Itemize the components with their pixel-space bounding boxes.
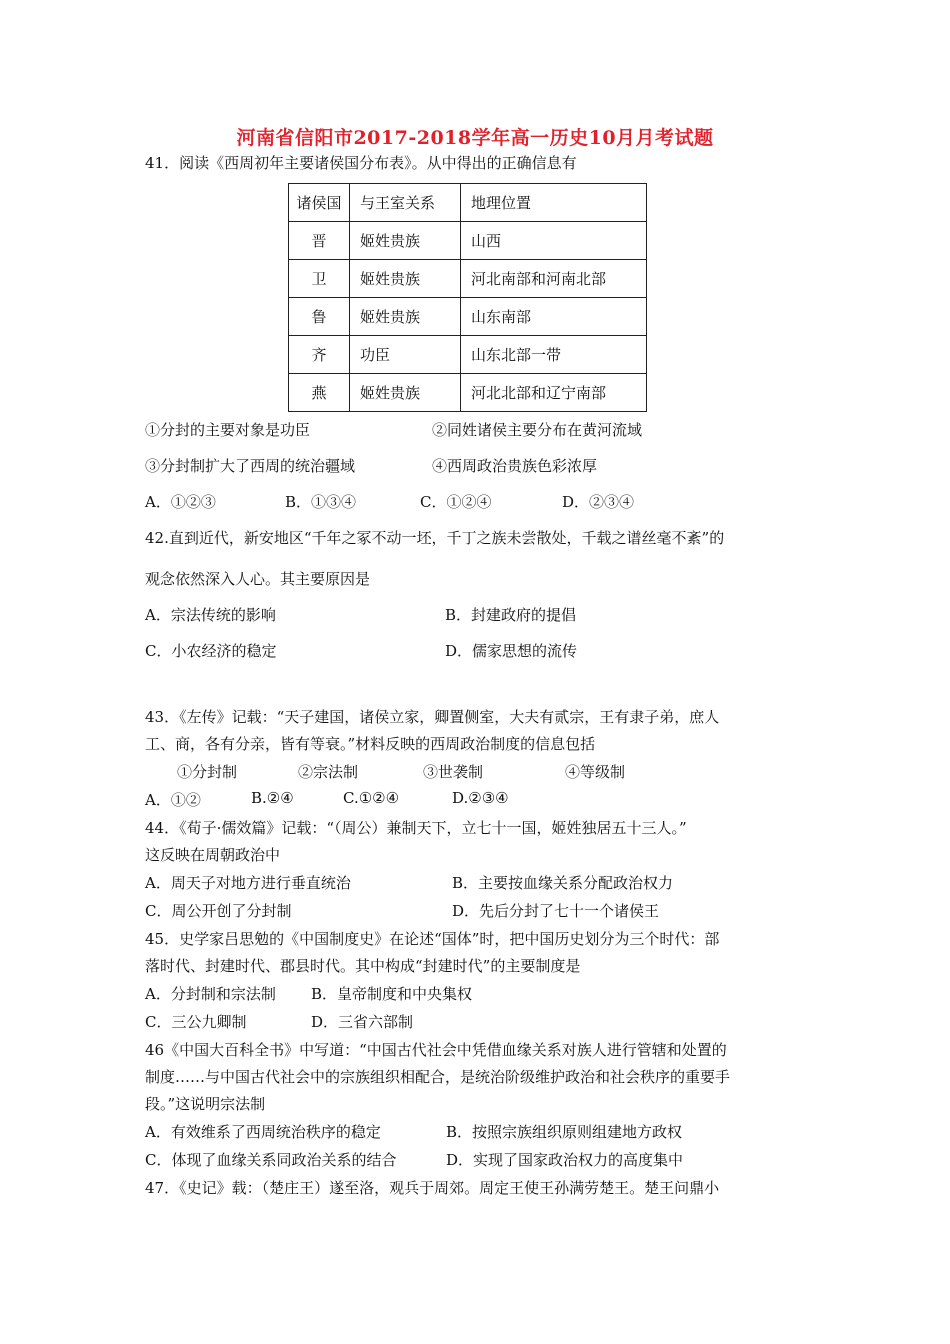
q44-stem-line-1: 44．《荀子·儒效篇》记载：“（周公）兼制天下，立七十一国，姬姓独居五十三人。”: [145, 819, 687, 837]
table-cell: 齐: [289, 336, 350, 374]
q41-statement-1: ①分封的主要对象是功臣: [145, 421, 311, 439]
q42-option-b: B．封建政府的提倡: [445, 606, 577, 624]
q46-option-b: B．按照宗族组织原则组建地方政权: [446, 1123, 683, 1141]
q42-stem-line-1: 42.直到近代，新安地区“千年之冢不动一坯，千丁之族未尝散处，千载之谱丝毫不紊”的: [145, 529, 725, 547]
q46-stem-line-3: 段。”这说明宗法制: [145, 1095, 266, 1113]
q41-stem: 41．阅读《西周初年主要诸侯国分布表》。从中得出的正确信息有: [145, 154, 577, 172]
q41-option-c: C．①②④: [420, 493, 492, 511]
q41-statement-3: ③分封制扩大了西周的统治疆域: [145, 457, 356, 475]
q43-option-a: A．①②: [145, 791, 201, 809]
table-cell: 燕: [289, 374, 350, 412]
q41-statement-4: ④西周政治贵族色彩浓厚: [432, 457, 598, 475]
table-cell: 姬姓贵族: [350, 222, 461, 260]
q41-option-a: A．①②③: [145, 493, 216, 511]
q46-option-c: C．体现了血缘关系同政治关系的结合: [145, 1151, 397, 1169]
table-row: [289, 260, 647, 298]
q45-option-c: C．三公九卿制: [145, 1013, 247, 1031]
q45-option-b: B．皇帝制度和中央集权: [311, 985, 473, 1003]
q46-option-d: D．实现了国家政治权力的高度集中: [446, 1151, 684, 1169]
q41-option-d: D．②③④: [562, 493, 635, 511]
table-cell: 河北南部和河南北部: [461, 260, 647, 298]
q43-statement-4: ④等级制: [565, 763, 626, 781]
q44-option-d: D．先后分封了七十一个诸侯王: [452, 902, 660, 920]
q42-option-c: C．小农经济的稳定: [145, 642, 277, 660]
q44-stem-line-2: 这反映在周朝政治中: [145, 846, 281, 864]
q43-stem-line-1: 43．《左传》记载：“天子建国，诸侯立家，卿置侧室，大夫有贰宗，王有隶子弟，庶人: [145, 708, 720, 726]
table-row: [289, 298, 647, 336]
q45-option-d: D．三省六部制: [311, 1013, 414, 1031]
q43-stem-line-2: 工、商，各有分亲，皆有等衰。”材料反映的西周政治制度的信息包括: [145, 735, 596, 753]
q44-option-c: C．周公开创了分封制: [145, 902, 292, 920]
table-cell: 晋: [289, 222, 350, 260]
table-row: [289, 336, 647, 374]
q43-statement-2: ②宗法制: [298, 763, 359, 781]
table-cell: 河北北部和辽宁南部: [461, 374, 647, 412]
q46-stem-line-2: 制度……与中国古代社会中的宗族组织相配合，是统治阶级维护政治和社会秩序的重要手: [145, 1068, 731, 1086]
table-header-row: [289, 184, 647, 222]
document-title: 河南省信阳市2017-2018学年高一历史10月月考试题: [236, 127, 714, 149]
table-cell: 姬姓贵族: [350, 260, 461, 298]
vassal-state-table: [288, 183, 647, 412]
q43-statement-3: ③世袭制: [423, 763, 484, 781]
table-cell: 鲁: [289, 298, 350, 336]
table-cell: 山东南部: [461, 298, 647, 336]
q47-stem-line-1: 47．《史记》载：（楚庄王）遂至洛，观兵于周郊。周定王使王孙满劳楚王。楚王问鼎小: [145, 1179, 720, 1197]
q46-stem-line-1: 46《中国大百科全书》中写道：“中国古代社会中凭借血缘关系对族人进行管辖和处置的: [145, 1041, 727, 1059]
table-row: [289, 222, 647, 260]
q42-option-d: D．儒家思想的流传: [445, 642, 578, 660]
q46-option-a: A．有效维系了西周统治秩序的稳定: [145, 1123, 381, 1141]
table-cell: 卫: [289, 260, 350, 298]
q43-option-b: B.②④: [251, 789, 294, 807]
q44-option-a: A．周天子对地方进行垂直统治: [145, 874, 351, 892]
table-cell: 山东北部一带: [461, 336, 647, 374]
table-header-cell: 地理位置: [461, 184, 647, 222]
q45-option-a: A．分封制和宗法制: [145, 985, 276, 1003]
q43-option-d: D.②③④: [452, 789, 509, 807]
q44-option-b: B．主要按血缘关系分配政治权力: [452, 874, 674, 892]
q43-option-c: C.①②④: [343, 789, 400, 807]
q45-stem-line-1: 45．史学家吕思勉的《中国制度史》在论述“国体”时，把中国历史划分为三个时代：部: [145, 930, 720, 948]
table-row: [289, 374, 647, 412]
table-cell: 山西: [461, 222, 647, 260]
table-header-cell: 与王室关系: [350, 184, 461, 222]
q41-option-b: B．①③④: [285, 493, 357, 511]
q41-statement-2: ②同姓诸侯主要分布在黄河流域: [432, 421, 643, 439]
table-header-cell: 诸侯国: [289, 184, 350, 222]
q45-stem-line-2: 落时代、封建时代、郡县时代。其中构成“封建时代”的主要制度是: [145, 957, 581, 975]
q42-option-a: A．宗法传统的影响: [145, 606, 276, 624]
table-cell: 功臣: [350, 336, 461, 374]
q43-statement-1: ①分封制: [177, 763, 238, 781]
q42-stem-line-2: 观念依然深入人心。其主要原因是: [145, 570, 371, 588]
table-cell: 姬姓贵族: [350, 374, 461, 412]
table-cell: 姬姓贵族: [350, 298, 461, 336]
